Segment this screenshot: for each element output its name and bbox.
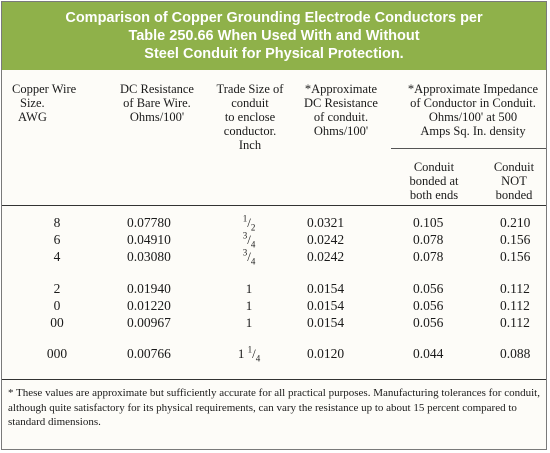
header-trade-size-line: conductor. (223, 124, 277, 138)
header-not-bonded (484, 160, 544, 202)
header-impedance (400, 82, 546, 138)
cell-awg: 2 (53, 281, 61, 296)
header-trade-size-line: conduit (231, 96, 269, 110)
header-impedance-line: *Approximate Impedance (407, 82, 539, 96)
cell-trade-size: 1 $^1/_4$ (237, 344, 261, 364)
cell-trade-size (224, 281, 274, 297)
header-dc-conduit-line: *Approximate (304, 82, 378, 96)
header-not-bonded-line: NOT (501, 174, 527, 188)
cell-trade-size (224, 298, 274, 314)
trade-size-whole: 1 (245, 315, 253, 330)
cell-bonded: 0.044 (413, 346, 444, 361)
cell-not-bonded: 0.210 (500, 215, 531, 230)
cell-awg: 8 (53, 215, 61, 230)
header-impedance-line: Ohms/100' at 500 (428, 110, 518, 124)
cell-not-bonded: 0.112 (500, 298, 530, 313)
cell-dc-conduit: 0.0321 (307, 215, 345, 230)
cell-bonded: 0.078 (413, 232, 444, 247)
cell-trade-size: $^3/_4$ (242, 230, 256, 250)
cell-dc-bare: 0.04910 (127, 232, 171, 247)
cell-bonded: 0.056 (413, 281, 444, 296)
title-line-1: Comparison of Copper Grounding Electrode Conductors per (65, 10, 483, 26)
trade-size-numerator: 3 (242, 230, 248, 241)
cell-bonded: 0.056 (413, 315, 444, 330)
header-not-bonded-line: Conduit (493, 160, 535, 174)
header-bonded-line: both ends (409, 188, 459, 202)
cell-bonded: 0.078 (413, 249, 444, 264)
trade-size-denominator: 4 (250, 239, 256, 250)
cell-awg: 00 (50, 315, 64, 330)
header-wire-size-line: AWG (18, 110, 47, 124)
cell-dc-bare: 0.03080 (127, 249, 171, 264)
cell-trade-size (224, 315, 274, 331)
cell-bonded: 0.105 (413, 215, 444, 230)
header-wire-size-line: Copper Wire (12, 82, 77, 96)
table-title-banner (2, 2, 546, 70)
header-trade-size-line: Inch (238, 138, 262, 152)
cell-not-bonded: 0.112 (500, 281, 530, 296)
cell-awg: 000 (46, 346, 68, 361)
header-not-bonded-line: bonded (495, 188, 533, 202)
cell-dc-conduit: 0.0242 (307, 249, 345, 264)
cell-awg: 4 (53, 249, 61, 264)
cell-dc-bare: 0.07780 (127, 215, 171, 230)
cell-not-bonded: 0.156 (500, 232, 531, 247)
title-line-2: Table 250.66 When Used With and Without (128, 28, 420, 44)
header-bonded-line: Conduit (413, 160, 455, 174)
header-impedance-line: Amps Sq. In. density (420, 124, 526, 138)
header-bonded-line: bonded at (409, 174, 459, 188)
header-trade-size-line: to enclose (224, 110, 276, 124)
cell-dc-bare: 0.00967 (127, 315, 171, 330)
header-dc-conduit-line: Ohms/100' (313, 124, 369, 138)
cell-dc-bare: 0.01220 (127, 298, 171, 313)
header-trade-size (208, 82, 292, 152)
trade-size-numerator: 3 (242, 247, 248, 258)
cell-dc-conduit: 0.0242 (307, 232, 345, 247)
trade-size-denominator: 4 (255, 353, 261, 364)
cell-trade-size: $^1/_2$ (242, 213, 256, 233)
header-impedance-line: of Conductor in Conduit. (410, 96, 536, 110)
header-wire-size (12, 82, 76, 124)
header-trade-size-line: Trade Size of (216, 82, 284, 96)
header-dc-conduit (295, 82, 387, 138)
cell-not-bonded: 0.112 (500, 315, 530, 330)
cell-awg: 6 (53, 232, 61, 247)
trade-size-denominator: 2 (250, 222, 256, 233)
cell-dc-bare: 0.01940 (127, 281, 171, 296)
cell-awg: 0 (53, 298, 61, 313)
header-dc-bare-line: Ohms/100' (129, 110, 185, 124)
header-divider (2, 205, 546, 206)
cell-bonded: 0.056 (413, 298, 444, 313)
trade-size-denominator: 4 (250, 256, 256, 267)
header-dc-bare-line: DC Resistance (120, 82, 194, 96)
footnote-divider (2, 379, 546, 380)
cell-dc-conduit: 0.0154 (307, 281, 345, 296)
cell-not-bonded: 0.088 (500, 346, 531, 361)
header-wire-size-line: Size. (20, 96, 45, 110)
footnote: * These values are approximate but sufficiently accurate for all practical purposes. Manufacturing tolerances for conduit, although quite satisfactory for its physical requirements, can vary the resistance up to about 15 percent compared to standard dimensions. (8, 387, 540, 428)
title-line-3: Steel Conduit for Physical Protection. (144, 46, 404, 62)
trade-size-whole: 1 (245, 298, 253, 313)
cell-dc-conduit: 0.0154 (307, 315, 345, 330)
trade-size-numerator: 1 (242, 213, 248, 224)
cell-dc-bare: 0.00766 (127, 346, 171, 361)
comparison-table-card (1, 1, 547, 450)
cell-dc-conduit: 0.0154 (307, 298, 345, 313)
trade-size-whole: 1 (237, 346, 245, 361)
trade-size-whole: 1 (245, 281, 253, 296)
cell-dc-conduit: 0.0120 (307, 346, 345, 361)
cell-not-bonded: 0.156 (500, 249, 531, 264)
header-dc-conduit-line: of conduit. (313, 110, 369, 124)
header-dc-conduit-line: DC Resistance (304, 96, 378, 110)
header-dc-bare-line: of Bare Wire. (123, 96, 191, 110)
trade-size-numerator: 1 (247, 344, 253, 355)
impedance-subheader-rule (391, 148, 546, 149)
cell-trade-size: $^3/_4$ (242, 247, 256, 267)
header-bonded (394, 160, 474, 202)
header-dc-bare (107, 82, 207, 124)
